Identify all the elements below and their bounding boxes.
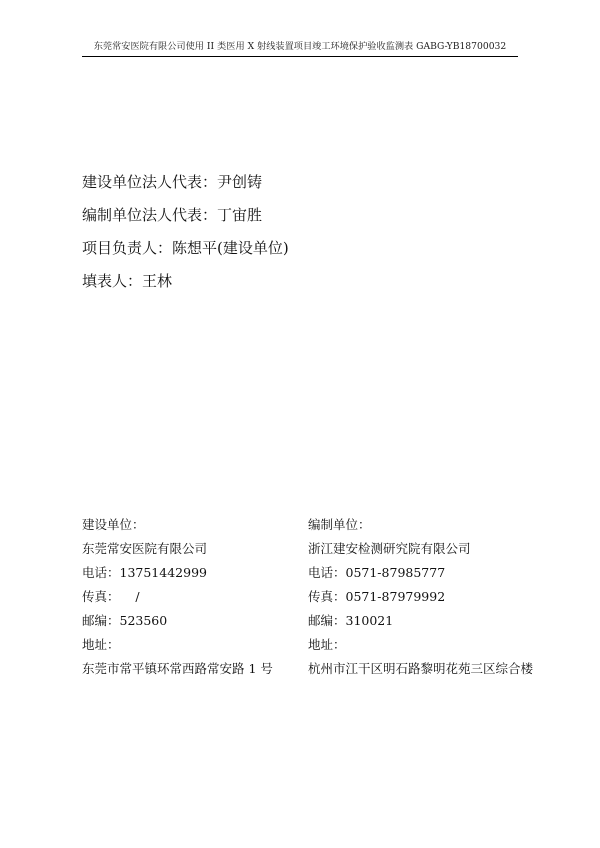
builder-fax: 传真： / xyxy=(82,589,140,604)
project-lead: 项目负责人：陈想平(建设单位) xyxy=(82,239,289,257)
compiler-name: 浙江建安检测研究院有限公司 xyxy=(308,541,471,556)
compiler-legal-representative: 编制单位法人代表：丁宙胜 xyxy=(82,206,263,224)
builder-address-label: 地址： xyxy=(82,637,120,652)
compiler-address-label: 地址： xyxy=(308,637,346,652)
builder-postcode: 邮编：523560 xyxy=(82,613,168,628)
builder-name: 东莞常安医院有限公司 xyxy=(82,541,208,556)
compiler-contact-block xyxy=(308,516,558,684)
compiler-heading: 编制单位： xyxy=(308,517,371,532)
compiler-fax: 传真：0571-87979992 xyxy=(308,589,446,604)
compiler-phone: 电话：0571-87985777 xyxy=(308,565,446,580)
form-filler: 填表人：王林 xyxy=(82,272,173,290)
page-header: 东莞常安医院有限公司使用 II 类医用 X 射线装置项目竣工环境保护验收监测表 GABG-YB18700032 xyxy=(82,40,518,57)
builder-address: 东莞市常平镇环常西路常安路 1 号 xyxy=(82,661,273,676)
signatory-block xyxy=(82,172,522,304)
builder-contact-block xyxy=(82,516,332,684)
compiler-address: 杭州市江干区明石路黎明花苑三区综合楼 xyxy=(308,661,534,676)
compiler-postcode: 邮编：310021 xyxy=(308,613,394,628)
builder-phone: 电话：13751442999 xyxy=(82,565,207,580)
builder-heading: 建设单位： xyxy=(82,517,145,532)
builder-legal-representative: 建设单位法人代表：尹创铸 xyxy=(82,173,263,191)
